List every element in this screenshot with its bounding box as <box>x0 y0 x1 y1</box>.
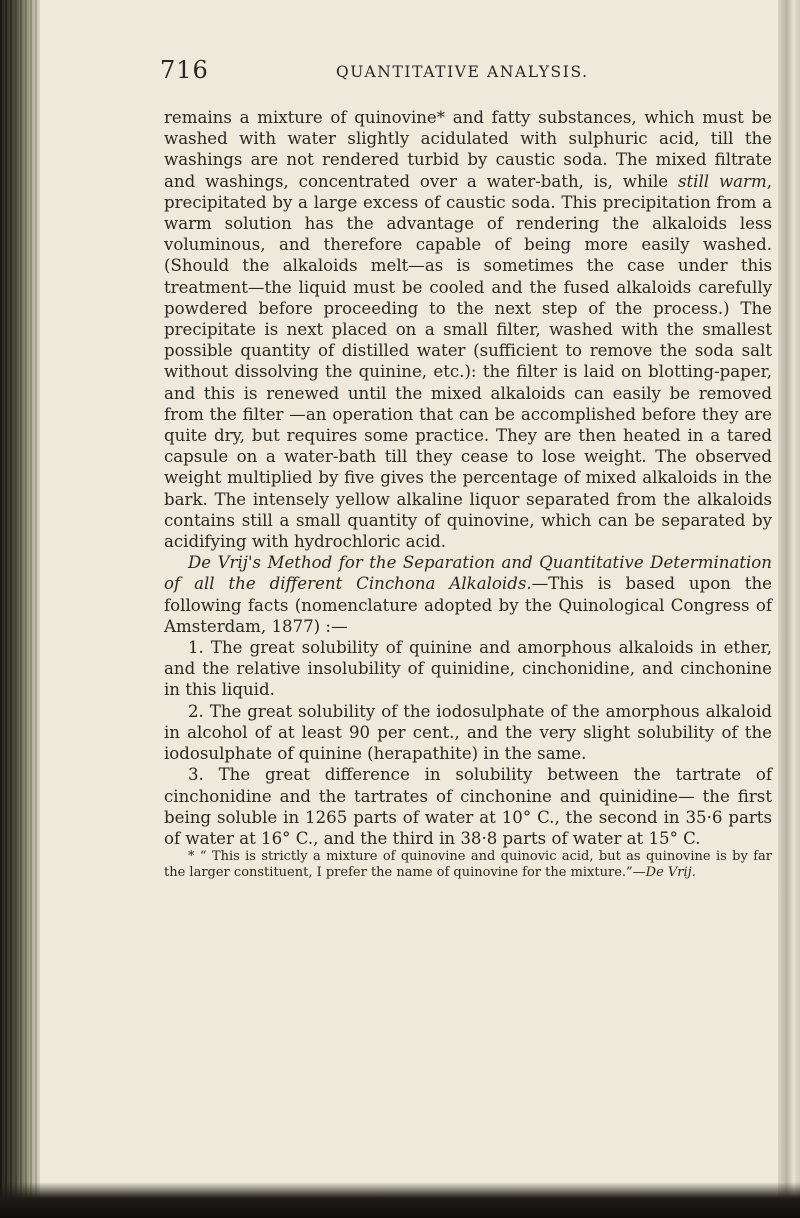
page-header <box>40 56 778 96</box>
emphasis-text: still warm <box>677 171 767 191</box>
footnote <box>164 849 772 881</box>
page-number: 716 <box>160 56 209 84</box>
footnote-author: De Vrij. <box>645 865 696 881</box>
list-item-fact-2: 2. The great solubility of the iodosulphate of the amorphous alkaloid in alcohol of at least 90 per cent., and the very slight solubility of the iodosulphate of quinine (herapathite) in the same. <box>164 701 772 764</box>
paragraph-text: , precipitated by a large excess of caustic soda. This precipitation from a warm solution has the advantage of rendering the alkaloids less voluminous, and therefore capable of being more easily washed. (Should the alkaloids melt—as is sometimes the case under this treatment—the liquid must be cooled and the fused alkaloids carefully powdered before proceeding to the next step of the process.) The precipitate is next placed on a small filter, washed with the smallest possible quantity of distilled water (sufficient to remove the soda salt without dissolving the quinine, etc.): the filter is laid on blotting-paper, and this is renewed until the mixed alkaloids can easily be removed from the filter —an operation that can be accomplished before they are quite dry, but requires some practice. They are then heated in a tared capsule on a water-bath till they cease to lose weight. The observed weight multiplied by five gives the percentage of mixed alkaloids in the bark. The intensely yellow alkaline liquor separated from the alkaloids contains still a small quantity of quinovine, which can be separated by acidifying with hydrochloric acid. <box>164 171 772 552</box>
list-item-fact-3: 3. The great difference in solubility between the tartrate of cinchonidine and the tartrates of cinchonine and quinidine— the first being soluble in 1265 parts of water at 10° C., the second in 35·6 parts of water at 16° C., and the third in 38·8 parts of water at 15° C. <box>164 765 772 848</box>
book-binding-edge <box>0 0 40 1218</box>
footnote-text: * “ This is strictly a mixture of quinovine and quinovic acid, but as quinovine is by far the larger constituent, I prefer the name of quinovine for the mixture.”— <box>164 849 772 881</box>
paragraph-alkaloid-separation <box>164 107 772 552</box>
page-bottom-shadow <box>0 1182 800 1218</box>
section-title: De Vrij's Method for the Separation and Quantitative Determination of all the different Cinchona Alkaloids. <box>164 553 772 594</box>
paragraph-text: —This is based upon the following facts (nomenclature adopted by the Quinological Congress of Amsterdam, 1877) :— <box>164 574 772 636</box>
paragraph-text: remains a mixture of quinovine* and fatty substances, which must be washed with water slightly acidulated with sulphuric acid, till the washings are not rendered turbid by caustic soda. The mixed filtrate and washings, concentrated over a water-bath, is, while <box>164 108 772 191</box>
running-head: QUANTITATIVE ANALYSIS. <box>336 63 589 81</box>
page-edge <box>778 0 800 1218</box>
page-body <box>164 107 772 882</box>
list-item-fact-1: 1. The great solubility of quinine and amorphous alkaloids in ether, and the relative insolubility of quinidine, cinchonidine, and cinchonine in this liquid. <box>164 638 772 700</box>
paragraph-de-vrij-method <box>164 552 772 637</box>
